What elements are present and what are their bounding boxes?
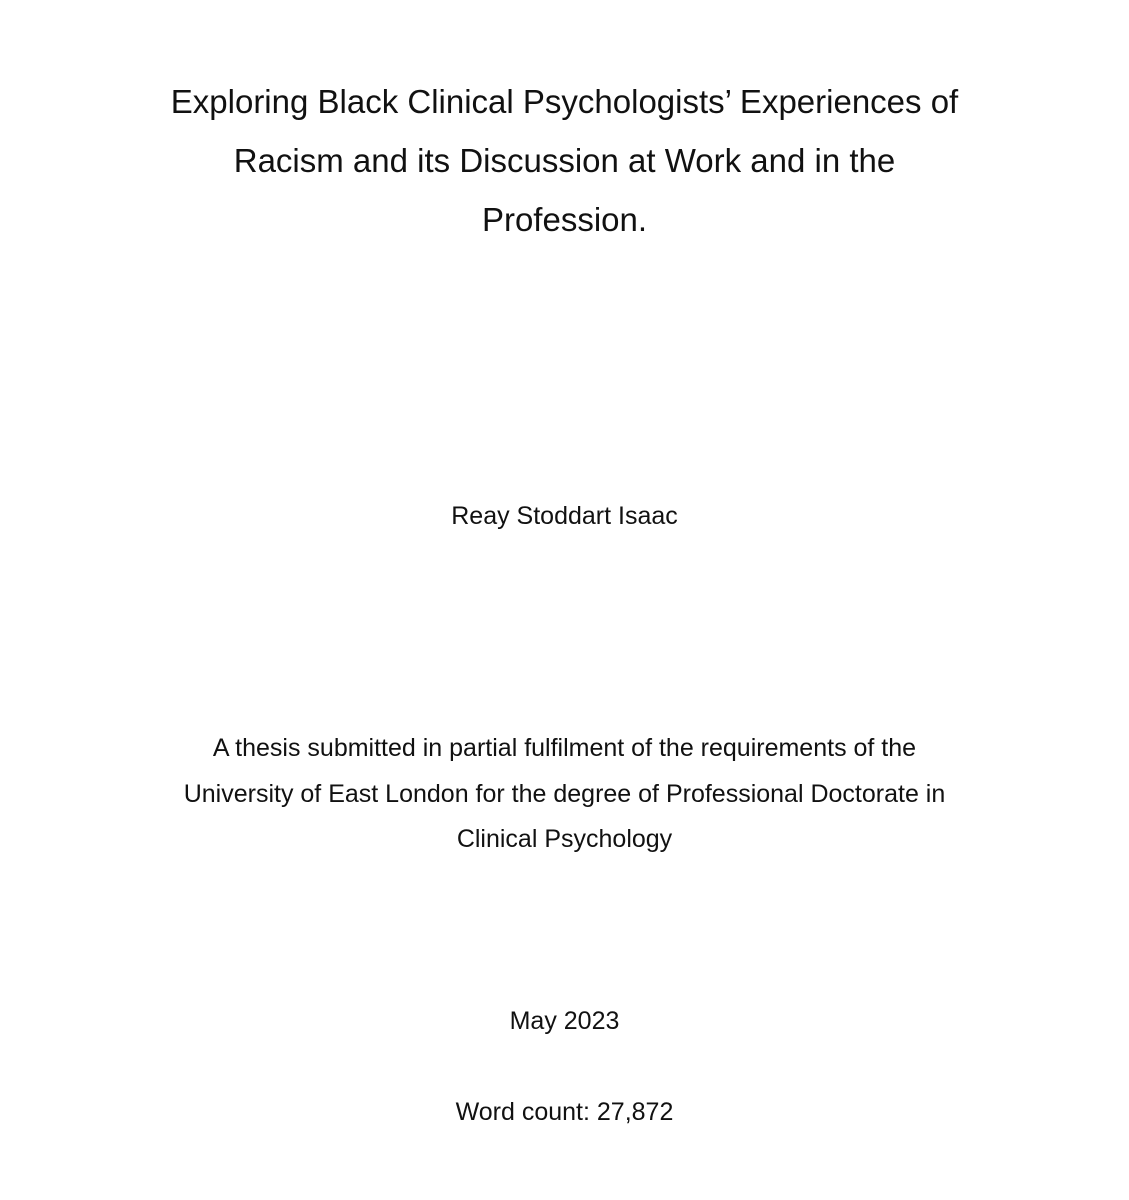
author-name: Reay Stoddart Isaac	[451, 502, 678, 530]
thesis-title	[130, 72, 999, 249]
word-count: Word count: 27,872	[455, 1098, 674, 1126]
thesis-title-line: Racism and its Discussion at Work and in the	[233, 142, 896, 179]
submission-date: May 2023	[509, 1007, 620, 1035]
thesis-title-line: Exploring Black Clinical Psychologists’ Experiences of	[170, 83, 959, 120]
submission-statement-line: Clinical Psychology	[456, 825, 673, 853]
submission-statement	[130, 726, 999, 863]
submission-statement-line: University of East London for the degree of Professional Doctorate in	[183, 779, 946, 808]
submission-statement-line: A thesis submitted in partial fulfilment of the requirements of the	[212, 734, 917, 762]
thesis-title-line: Profession.	[481, 201, 648, 238]
